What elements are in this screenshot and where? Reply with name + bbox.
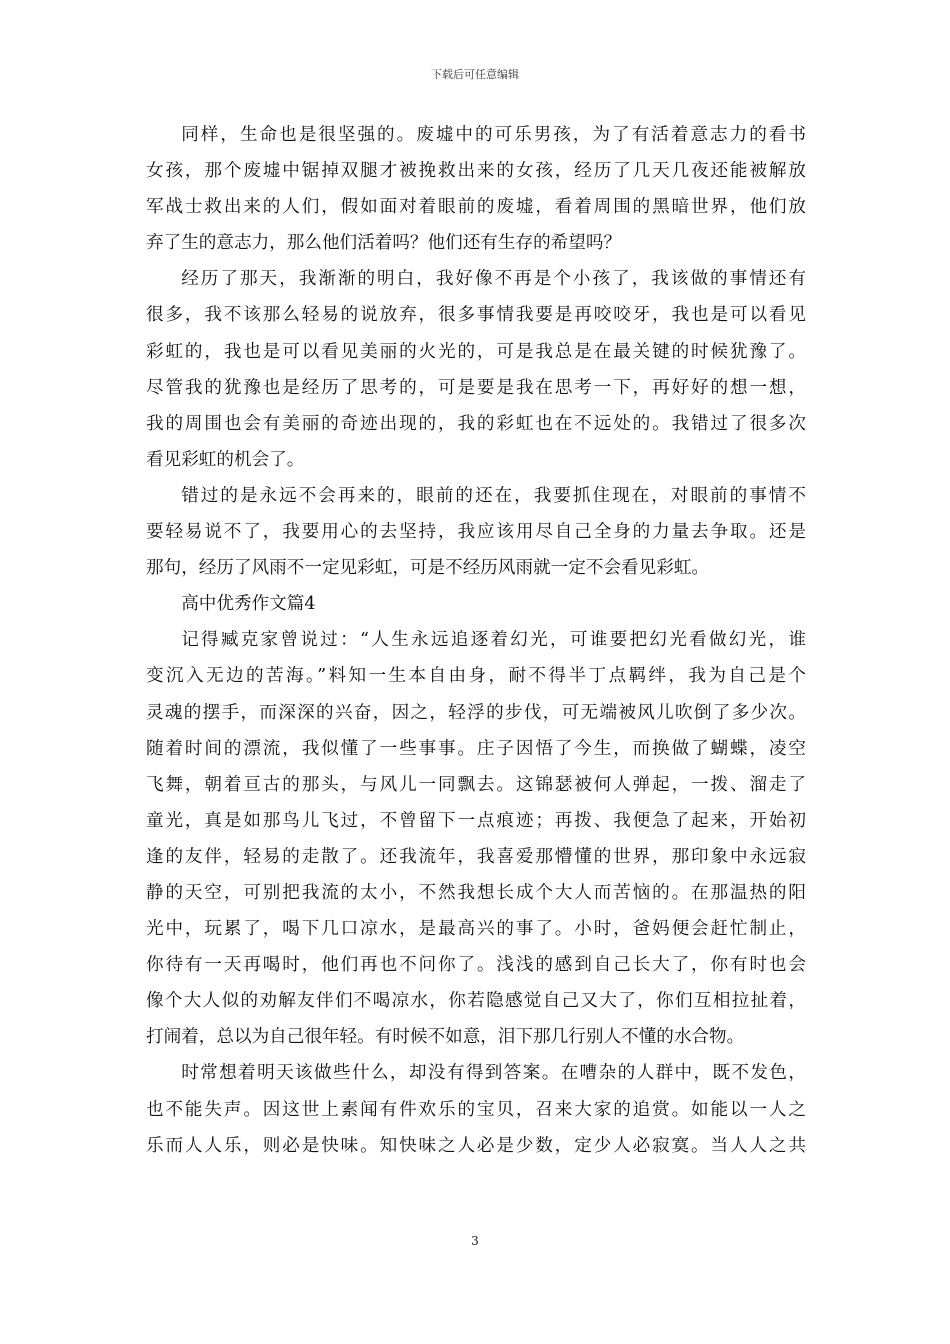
text-line: 那句，经历了风雨不一定见彩虹，可是不经历风雨就一定不会看见彩虹。 bbox=[146, 558, 710, 579]
text-line: 错过的是永远不会再来的，眼前的还在，我要抓住现在，对眼前的事情不 bbox=[181, 485, 806, 506]
text-line: 弃了生的意志力，那么他们活着吗？他们还有生存的希望吗？ bbox=[146, 233, 622, 254]
text-line: 军战士救出来的人们，假如面对着眼前的废墟，看着周围的黑暗世界，他们放 bbox=[146, 197, 806, 218]
text-line: 我的周围也会有美丽的奇迹出现的，我的彩虹也在不远处的。我错过了很多次 bbox=[146, 413, 806, 434]
text-line: 尽管我的犹豫也是经历了思考的，可是要是我在思考一下，再好好的想一想， bbox=[146, 377, 806, 398]
text-line: 你待有一天再喝时，他们再也不问你了。浅浅的感到自己长大了，你有时也会 bbox=[146, 955, 806, 976]
text-line: 经历了那天，我渐渐的明白，我好像不再是个小孩了，我该做的事情还有 bbox=[181, 269, 806, 290]
text-line: 像个大人似的劝解友伴们不喝凉水，你若隐感觉自己又大了，你们互相拉扯着， bbox=[146, 991, 806, 1012]
text-line: 童光，真是如那鸟儿飞过，不曾留下一点痕迹；再拨、我便急了起来，开始初 bbox=[146, 810, 806, 831]
text-line: 记得臧克家曾说过：“人生永远追逐着幻光，可谁要把幻光看做幻光，谁 bbox=[181, 630, 806, 651]
text-line: 同样，生命也是很坚强的。废墟中的可乐男孩，为了有活着意志力的看书 bbox=[181, 125, 806, 145]
text-line: 打闹着，总以为自己很年轻。有时候不如意，泪下那几行别人不懂的水合物。 bbox=[146, 1027, 745, 1048]
document-body bbox=[146, 117, 806, 1164]
text-line: 彩虹的，我也是可以看见美丽的火光的，可是我总是在最关键的时候犹豫了。 bbox=[146, 341, 806, 362]
text-line: 静的天空，可别把我流的太小，不然我想长成个大人而苦恼的。在那温热的阳 bbox=[146, 882, 806, 903]
text-line: 乐而人人乐，则必是快味。知快味之人必是少数，定少人必寂寞。当人人之共 bbox=[146, 1135, 806, 1156]
text-line: 变沉入无边的苦海。”料知一生本自由身，耐不得半丁点羁绊，我为自己是个 bbox=[146, 666, 806, 687]
text-line: 女孩，那个废墟中锯掉双腿才被挽救出来的女孩，经历了几天几夜还能被解放 bbox=[146, 161, 806, 182]
paragraph bbox=[146, 622, 806, 1055]
text-line: 要轻易说不了，我要用心的去坚持，我应该用尽自己全身的力量去争取。还是 bbox=[146, 522, 806, 543]
text-line: 看见彩虹的机会了。 bbox=[146, 449, 305, 470]
text-line: 灵魂的摆手，而深深的兴奋，因之，轻浮的步伐，可无端被风儿吹倒了多少次。 bbox=[146, 702, 806, 723]
text-line: 时常想着明天该做些什么，却没有得到答案。在嘈杂的人群中，既不发色， bbox=[181, 1063, 806, 1084]
text-line: 逢的友伴，轻易的走散了。还我流年，我喜爱那懵懂的世界，那印象中永远寂 bbox=[146, 846, 806, 867]
paragraph bbox=[146, 261, 806, 478]
paragraph bbox=[146, 117, 806, 261]
page-header: 下载后可任意编辑 bbox=[431, 68, 519, 81]
section-heading: 高中优秀作文篇4 bbox=[181, 594, 316, 615]
text-line: 飞舞，朝着亘古的那头，与风儿一同飘去。这锦瑟被何人弹起，一拨、溜走了 bbox=[146, 774, 806, 795]
text-line: 也不能失声。因这世上素闻有件欢乐的宝贝，召来大家的追赏。如能以一人之 bbox=[146, 1099, 806, 1120]
paragraph bbox=[146, 1055, 806, 1163]
text-line: 光中，玩累了，喝下几口凉水，是最高兴的事了。小时，爸妈便会赶忙制止， bbox=[146, 919, 806, 940]
text-line: 很多，我不该那么轻易的说放弃，很多事情我要是再咬咬牙，我也是可以看见 bbox=[146, 305, 806, 326]
page-number: 3 bbox=[471, 1234, 479, 1248]
text-line: 随着时间的漂流，我似懂了一些事事。庄子因悟了今生，而换做了蝴蝶，凌空 bbox=[146, 738, 806, 759]
paragraph bbox=[146, 478, 806, 586]
